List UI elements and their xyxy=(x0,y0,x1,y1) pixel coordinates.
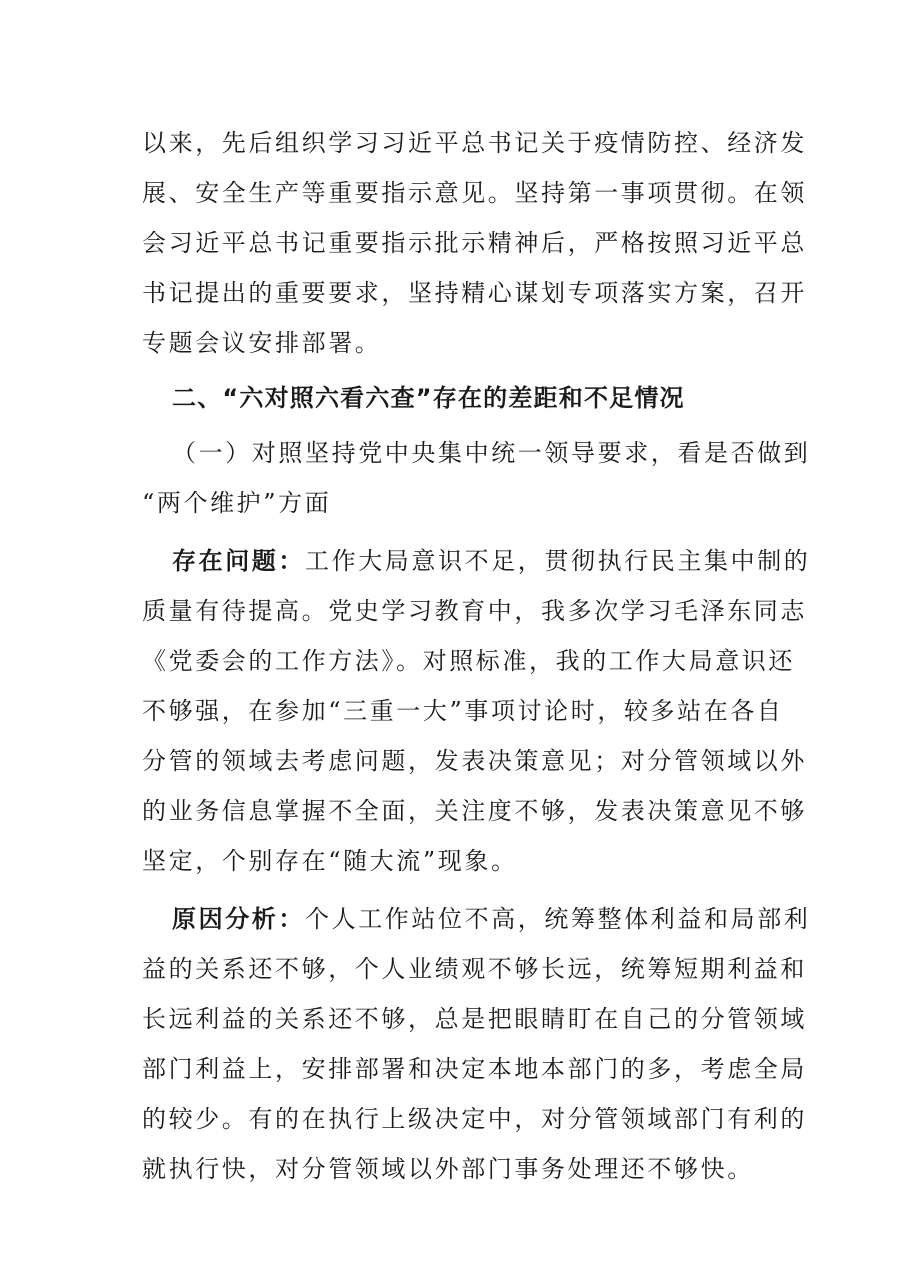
cause-line-3: 长远利益的关系还不够，总是把眼睛盯在自己的分管领域 xyxy=(142,1005,807,1033)
problem-line-6: 的业务信息掌握不全面，关注度不够，发表决策意见不够 xyxy=(142,797,807,825)
subsection-line-1: （一）对照坚持党中央集中统一领导要求，看是否做到 xyxy=(172,439,811,467)
intro-line-2: 展、安全生产等重要指示意见。坚持第一事项贯彻。在领 xyxy=(142,179,807,207)
intro-line-3: 会习近平总书记重要指示批示精神后，严格按照习近平总 xyxy=(142,229,807,257)
subsection-line-2: “两个维护”方面 xyxy=(142,489,332,517)
problem-first-line xyxy=(172,544,810,578)
intro-line-1: 以来，先后组织学习习近平总书记关于疫情防控、经济发 xyxy=(142,129,807,157)
cause-line-6: 就执行快，对分管领域以外部门事务处理还不够快。 xyxy=(142,1155,754,1183)
intro-line-5: 专题会议安排部署。 xyxy=(142,329,382,357)
problem-label: 存在问题： xyxy=(172,547,305,575)
intro-line-4: 书记提出的重要要求，坚持精心谋划专项落实方案，召开 xyxy=(142,279,807,307)
cause-label: 原因分析： xyxy=(172,905,305,933)
problem-line-4: 不够强，在参加“三重一大”事项讨论时，较多站在各自 xyxy=(142,697,784,725)
problem-line-7: 坚定，个别存在“随大流”现象。 xyxy=(142,847,518,875)
problem-line-5: 分管的领域去考虑问题，发表决策意见；对分管领域以外 xyxy=(142,747,807,775)
cause-line-2: 益的关系还不够，个人业绩观不够长远，统筹短期利益和 xyxy=(142,955,807,983)
cause-first-text: 个人工作站位不高，统筹整体利益和局部利 xyxy=(305,905,811,933)
problem-line-2: 质量有待提高。党史学习教育中，我多次学习毛泽东同志 xyxy=(142,597,807,625)
cause-first-line xyxy=(172,902,810,936)
cause-line-4: 部门利益上，安排部署和决定本地本部门的多，考虑全局 xyxy=(142,1055,807,1083)
cause-line-5: 的较少。有的在执行上级决定中，对分管领域部门有利的 xyxy=(142,1105,807,1133)
problem-line-3: 《党委会的工作方法》。对照标准，我的工作大局意识还 xyxy=(142,647,795,675)
problem-first-text: 工作大局意识不足，贯彻执行民主集中制的 xyxy=(305,547,811,575)
section-heading: 二、“六对照六看六查”存在的差距和不足情况 xyxy=(172,384,685,412)
